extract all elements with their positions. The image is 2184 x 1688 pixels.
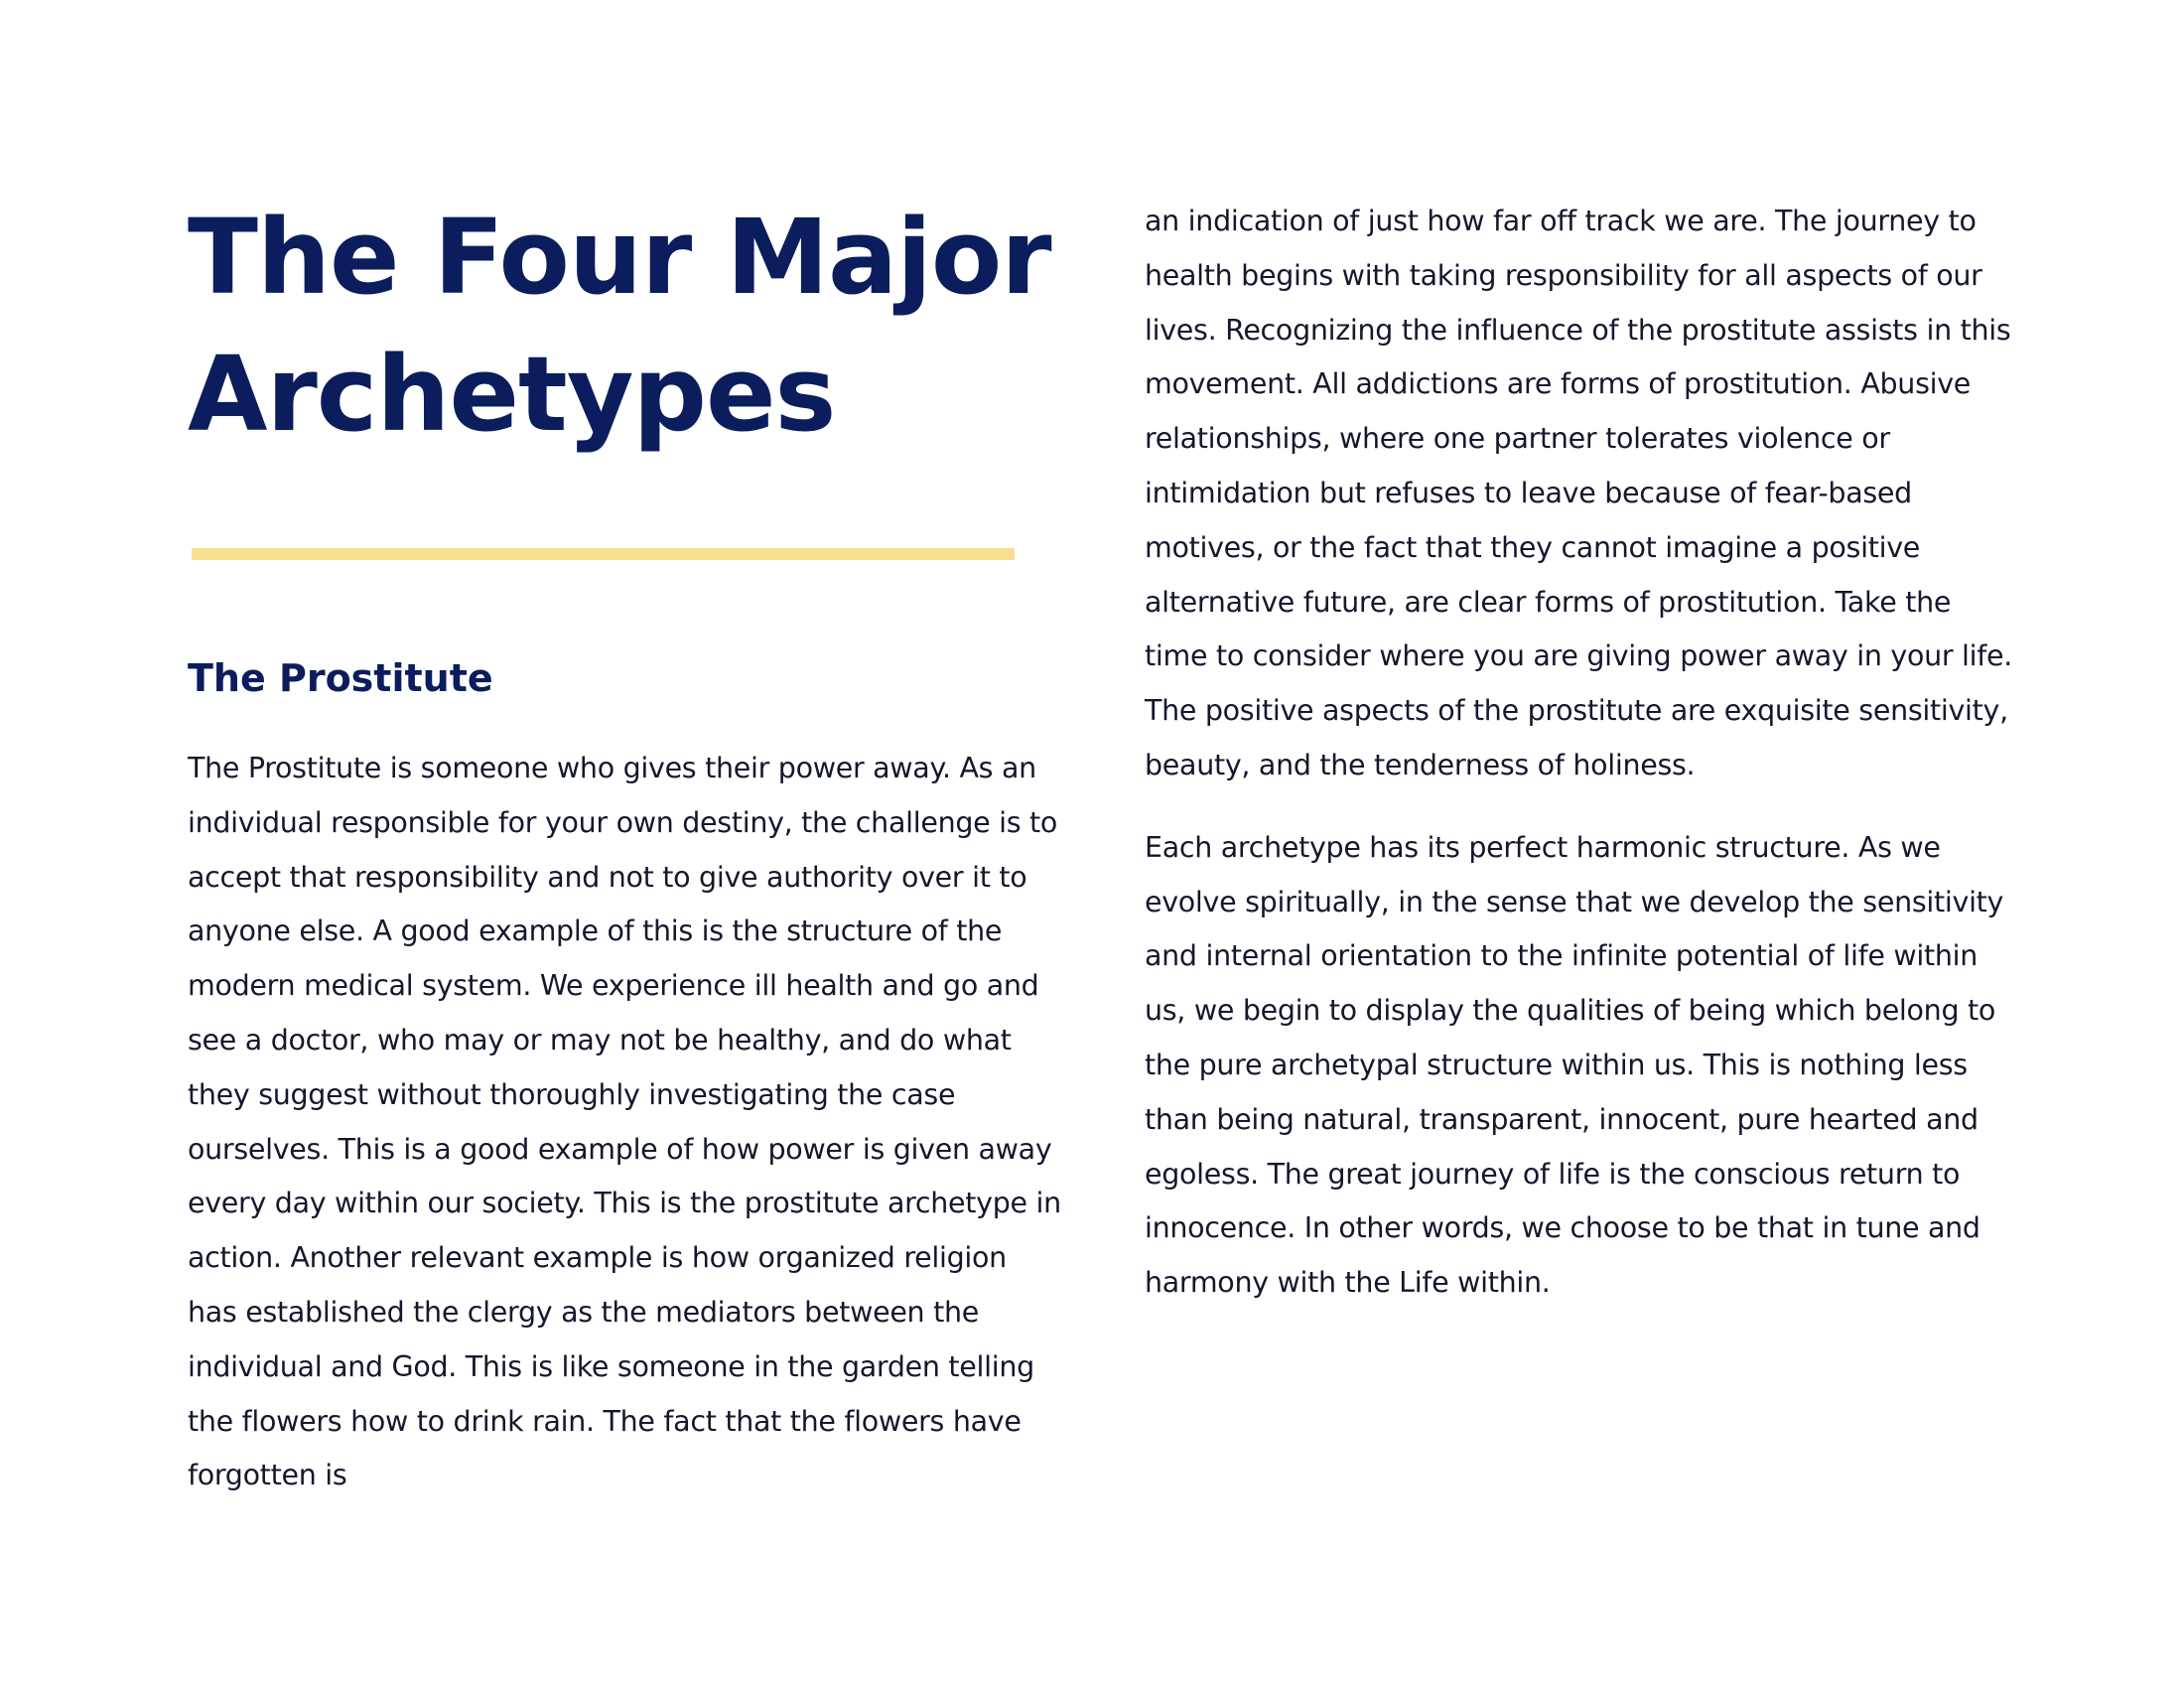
page-title-line-1: The Four Major	[188, 197, 1051, 318]
page-title-line-2: Archetypes	[188, 334, 836, 455]
page-title	[188, 189, 1061, 463]
left-column	[188, 189, 1061, 1492]
right-body-paragraph-2: Each archetype has its perfect harmonic structure. As we evolve spiritually, in the sense that we develop the sensitivity and internal orientation to the infinite potential of life within us, we begin to display the qualities of being which belong to the pure archetypal structure within us. This is nothing less than being natural, transparent, innocent, pure hearted and egoless. The great journey of life is the conscious return to innocence. In other words, we choose to be that in tune and harmony with the Life within.	[1145, 830, 2004, 1300]
right-column	[1145, 195, 2018, 1311]
left-body-paragraph: The Prostitute is someone who gives their power away. As an individual responsible for your own destiny, the challenge is to accept that responsibility and not to give authority over it to anyone else. A good example of this is the structure of the modern medical system. We experience ill health and go and see a doctor, who may or may not be healthy, and do what they suggest without thoroughly investigating the case ourselves. This is a good example of how power is given away every day within our society. This is the prostitute archetype in action. Another relevant example is how organized religion has established the clergy as the mediators between the individual and God. This is like someone in the garden telling the flowers how to drink rain. The fact that the flowers have forgotten is	[188, 752, 1061, 1492]
accent-divider	[192, 548, 1015, 560]
right-body-paragraph-1: an indication of just how far off track we are. The journey to health begins with taking responsibility for all aspects of our lives. Recognizing the influence of the prostitute assists in this movement. All addictions are forms of prostitution. Abusive relationships, where one partner tolerates violence or intimidation but refuses to leave because of fear-based motives, or the fact that they cannot imagine a positive alternative future, are clear forms of prostitution. Take the time to consider where you are giving power away in your life. The positive aspects of the prostitute are exquisite sensitivity, beauty, and the tenderness of holiness.	[1145, 205, 2012, 781]
section-heading: The Prostitute	[188, 656, 493, 700]
